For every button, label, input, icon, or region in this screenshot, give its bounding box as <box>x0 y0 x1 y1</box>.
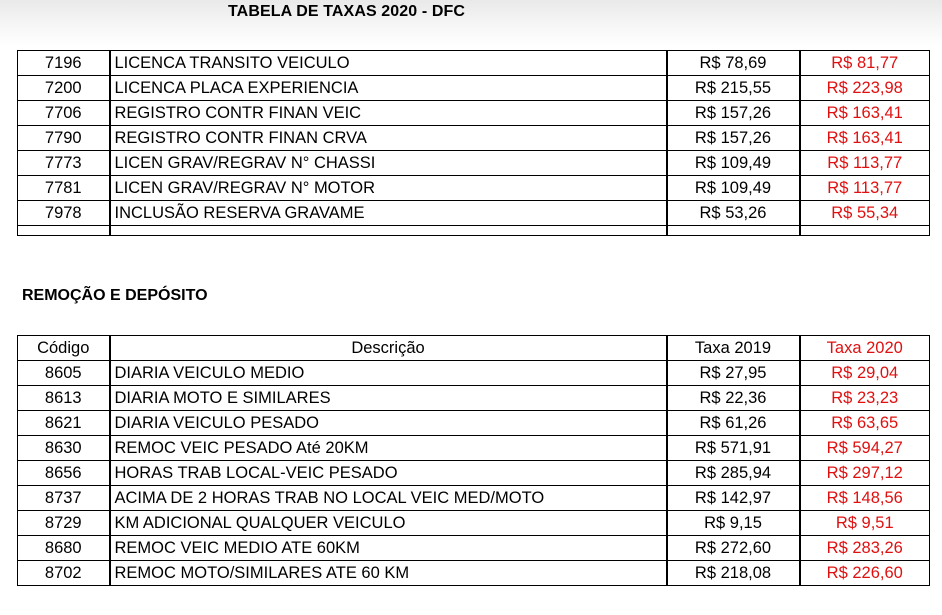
fee-description: REMOC MOTO/SIMILARES ATE 60 KM <box>110 561 667 586</box>
fee-2019: R$ 22,36 <box>667 386 800 411</box>
table-row <box>18 411 930 436</box>
table-row <box>18 486 930 511</box>
header-description: Descrição <box>110 336 667 361</box>
table-header-row <box>18 336 930 361</box>
empty-cell <box>110 226 667 236</box>
fee-2019: R$ 78,69 <box>667 51 800 76</box>
fee-code: 7790 <box>18 126 110 151</box>
fee-description: INCLUSÃO RESERVA GRAVAME <box>110 201 667 226</box>
fee-2020: R$ 63,65 <box>800 411 930 436</box>
fee-2020: R$ 163,41 <box>800 101 930 126</box>
fee-2020: R$ 148,56 <box>800 486 930 511</box>
table-row <box>18 201 930 226</box>
fee-code: 8680 <box>18 536 110 561</box>
fee-2019: R$ 157,26 <box>667 101 800 126</box>
header-tax-2019: Taxa 2019 <box>667 336 800 361</box>
fee-description: REMOC VEIC MEDIO ATE 60KM <box>110 536 667 561</box>
fee-description: REMOC VEIC PESADO Até 20KM <box>110 436 667 461</box>
page-header-band <box>0 0 942 46</box>
header-tax-2020: Taxa 2020 <box>800 336 930 361</box>
fee-code: 8737 <box>18 486 110 511</box>
fee-code: 7781 <box>18 176 110 201</box>
empty-cell <box>18 226 110 236</box>
table-row <box>18 561 930 586</box>
fee-2020: R$ 283,26 <box>800 536 930 561</box>
fee-code: 8605 <box>18 361 110 386</box>
fee-2020: R$ 55,34 <box>800 201 930 226</box>
fee-description: LICENCA TRANSITO VEICULO <box>110 51 667 76</box>
fee-2020: R$ 223,98 <box>800 76 930 101</box>
fee-code: 8656 <box>18 461 110 486</box>
fee-2019: R$ 218,08 <box>667 561 800 586</box>
fee-2019: R$ 285,94 <box>667 461 800 486</box>
fee-code: 7773 <box>18 151 110 176</box>
fee-2020: R$ 113,77 <box>800 151 930 176</box>
fee-description: ACIMA DE 2 HORAS TRAB NO LOCAL VEIC MED/MOTO <box>110 486 667 511</box>
fee-code: 7978 <box>18 201 110 226</box>
fee-2019: R$ 142,97 <box>667 486 800 511</box>
fee-2020: R$ 297,12 <box>800 461 930 486</box>
table-row <box>18 176 930 201</box>
licensing-fees-table <box>17 50 930 236</box>
fee-code: 8630 <box>18 436 110 461</box>
table-row <box>18 436 930 461</box>
removal-deposit-fees-table <box>17 335 930 586</box>
fee-2019: R$ 27,95 <box>667 361 800 386</box>
fee-description: HORAS TRAB LOCAL-VEIC PESADO <box>110 461 667 486</box>
fee-description: DIARIA MOTO E SIMILARES <box>110 386 667 411</box>
fee-2019: R$ 9,15 <box>667 511 800 536</box>
fee-description: LICENCA PLACA EXPERIENCIA <box>110 76 667 101</box>
table-row <box>18 361 930 386</box>
table-row <box>18 461 930 486</box>
fee-2020: R$ 81,77 <box>800 51 930 76</box>
fee-2019: R$ 61,26 <box>667 411 800 436</box>
fee-code: 7196 <box>18 51 110 76</box>
fee-2020: R$ 594,27 <box>800 436 930 461</box>
fee-description: LICEN GRAV/REGRAV N° MOTOR <box>110 176 667 201</box>
fee-code: 8729 <box>18 511 110 536</box>
fee-2019: R$ 109,49 <box>667 176 800 201</box>
empty-cell <box>800 226 930 236</box>
fee-2020: R$ 9,51 <box>800 511 930 536</box>
fee-code: 7706 <box>18 101 110 126</box>
fee-description: REGISTRO CONTR FINAN VEIC <box>110 101 667 126</box>
table-row <box>18 101 930 126</box>
fee-2020: R$ 113,77 <box>800 176 930 201</box>
fee-2020: R$ 29,04 <box>800 361 930 386</box>
fee-code: 8613 <box>18 386 110 411</box>
fee-description: REGISTRO CONTR FINAN CRVA <box>110 126 667 151</box>
table-row <box>18 51 930 76</box>
fee-code: 8621 <box>18 411 110 436</box>
section-title-remocao: REMOÇÃO E DEPÓSITO <box>22 287 208 304</box>
page-title: TABELA DE TAXAS 2020 - DFC <box>228 3 465 20</box>
fee-description: KM ADICIONAL QUALQUER VEICULO <box>110 511 667 536</box>
fee-2020: R$ 23,23 <box>800 386 930 411</box>
fee-description: LICEN GRAV/REGRAV N° CHASSI <box>110 151 667 176</box>
fee-2019: R$ 109,49 <box>667 151 800 176</box>
fee-2020: R$ 163,41 <box>800 126 930 151</box>
table-row <box>18 386 930 411</box>
table-row <box>18 151 930 176</box>
fee-code: 8702 <box>18 561 110 586</box>
empty-cell <box>667 226 800 236</box>
fee-code: 7200 <box>18 76 110 101</box>
table-row <box>18 536 930 561</box>
table-row <box>18 126 930 151</box>
fee-2019: R$ 571,91 <box>667 436 800 461</box>
table-row <box>18 511 930 536</box>
fee-2019: R$ 272,60 <box>667 536 800 561</box>
fee-2019: R$ 157,26 <box>667 126 800 151</box>
fee-2019: R$ 53,26 <box>667 201 800 226</box>
table-row <box>18 76 930 101</box>
fee-2019: R$ 215,55 <box>667 76 800 101</box>
fee-description: DIARIA VEICULO MEDIO <box>110 361 667 386</box>
table-end-row <box>18 226 930 236</box>
header-code: Código <box>18 336 110 361</box>
fee-description: DIARIA VEICULO PESADO <box>110 411 667 436</box>
fee-2020: R$ 226,60 <box>800 561 930 586</box>
